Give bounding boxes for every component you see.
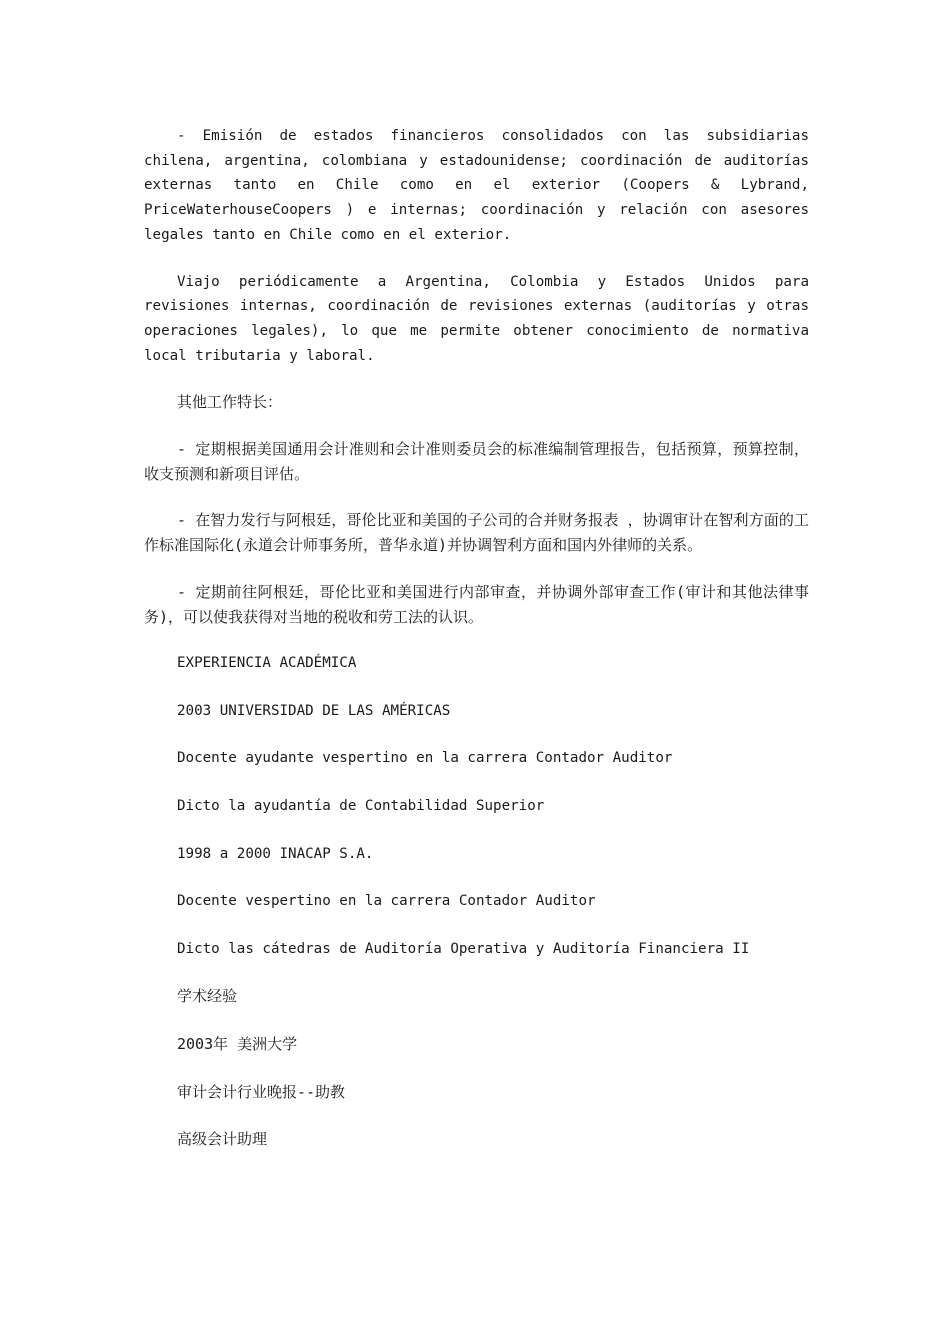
academic-entry-course-cn: 高级会计助理 [177, 1130, 268, 1149]
academic-entry-udla-course: Dicto la ayudantía de Contabilidad Superior [177, 798, 545, 815]
academic-entry-inacap-courses: Dicto las cátedras de Auditoría Operativa y Auditoría Financiera II [177, 940, 750, 957]
academic-entry-year-cn: 2003年 美洲大学 [177, 1035, 298, 1053]
paragraph-consolidated-statements: - 在智力发行与阿根廷，哥伦比亚和美国的子公司的合并财务报表 ，协调审计在智利方面的工作标准国际化(永道会计师事务所，普华永道)并协调智利方面和国内外律师的关系。 [144, 511, 809, 555]
paragraph-financial-statements: - Emisión de estados financieros consolidados con las subsidiarias chilena, argentina, colombiana y estadounidense; coordinación de auditorías externas tanto en Chile como en el exterior (Coopers & Lybrand, PriceWaterhouseCoopers ) e internas; coordinación y relación con asesores legales tanto en Chile como en el exterior. [144, 128, 818, 243]
academic-entry-role-cn: 审计会计行业晚报--助教 [177, 1082, 346, 1101]
paragraph-other-skills-heading: 其他工作特长： [177, 393, 283, 412]
academic-entry-inacap-year: 1998 a 2000 INACAP S.A. [177, 845, 374, 862]
academic-entry-udla-year: 2003 UNIVERSIDAD DE LAS AMÉRICAS [177, 702, 451, 719]
paragraph-management-reports: - 定期根据美国通用会计准则和会计准则委员会的标准编制管理报告，包括预算，预算控制，收支预测和新项目评估。 [144, 440, 809, 483]
academic-entry-udla-role: Docente ayudante vespertino en la carrera Contador Auditor [177, 750, 673, 767]
paragraph-internal-review: - 定期前往阿根廷，哥伦比亚和美国进行内部审查，并协调外部审查工作(审计和其他法律事务)，可以使我获得对当地的税收和劳工法的认识。 [144, 582, 809, 626]
section-heading-academic-experience: EXPERIENCIA ACADÉMICA [177, 655, 357, 672]
section-heading-academic-experience-cn: 学术经验 [177, 987, 238, 1006]
document-page [144, 124, 818, 1175]
paragraph-travel-reviews: Viajo periódicamente a Argentina, Colombia y Estados Unidos para revisiones internas, coordinación de revisiones externas (auditorías y otras operaciones legales), lo que me permite obtener conocimiento de normativa local tributaria y laboral. [144, 273, 818, 364]
academic-entry-inacap-role: Docente vespertino en la carrera Contador Auditor [177, 893, 596, 910]
